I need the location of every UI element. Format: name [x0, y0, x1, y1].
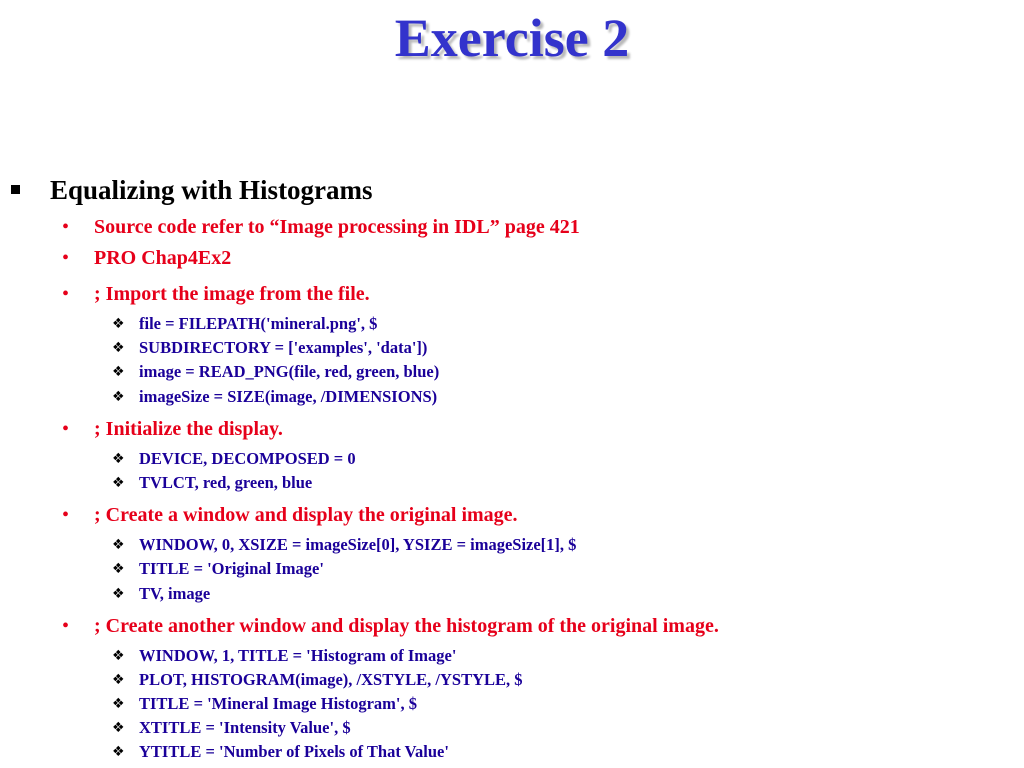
- dot-bullet-icon: •: [62, 614, 70, 637]
- code-line: [0, 336, 1024, 360]
- code-line-text: YTITLE = 'Number of Pixels of That Value': [139, 742, 449, 762]
- diamond-bullet-icon: ❖: [112, 696, 125, 713]
- diamond-bullet-icon: ❖: [112, 364, 125, 381]
- code-line: [0, 582, 1024, 606]
- code-line-text: TVLCT, red, green, blue: [139, 472, 313, 492]
- code-line-text: TITLE = 'Mineral Image Histogram', $: [139, 694, 417, 714]
- sub-bullet: [0, 609, 1024, 644]
- sub-bullet: [0, 277, 1024, 312]
- dot-bullet-icon: •: [62, 247, 70, 269]
- code-line-text: TV, image: [139, 583, 211, 603]
- sub-bullet-text: ; Initialize the display.: [94, 417, 283, 440]
- diamond-bullet-icon: ❖: [112, 585, 125, 602]
- main-bullet: [0, 168, 1024, 212]
- code-line: [0, 447, 1024, 471]
- code-line-text: DEVICE, DECOMPOSED = 0: [139, 448, 356, 468]
- code-line: [0, 644, 1024, 668]
- sub-bullet-text: ; Import the image from the file.: [94, 283, 370, 305]
- code-line-text: imageSize = SIZE(image, /DIMENSIONS): [139, 386, 438, 406]
- diamond-bullet-icon: ❖: [112, 720, 125, 737]
- dot-bullet-icon: •: [62, 504, 70, 527]
- diamond-bullet-icon: ❖: [112, 671, 125, 688]
- diamond-bullet-icon: ❖: [112, 316, 125, 332]
- square-bullet-icon: [11, 185, 20, 194]
- code-line: [0, 533, 1024, 557]
- slide-content: [0, 168, 1024, 765]
- code-line: [0, 740, 1024, 764]
- code-line-text: image = READ_PNG(file, red, green, blue): [139, 362, 440, 382]
- main-bullet-text: Equalizing with Histograms: [50, 175, 373, 205]
- sub-bullet-text: PRO Chap4Ex2: [94, 247, 232, 269]
- code-line-text: TITLE = 'Original Image': [139, 559, 324, 579]
- code-line-text: file = FILEPATH('mineral.png', $: [139, 314, 378, 333]
- dot-bullet-icon: •: [62, 417, 70, 440]
- code-line-text: SUBDIRECTORY = ['examples', 'data']): [139, 338, 428, 358]
- sub-bullet: [0, 412, 1024, 447]
- sub-bullet-list: [0, 212, 1024, 765]
- code-line-text: WINDOW, 0, XSIZE = imageSize[0], YSIZE = imageSize[1], $: [139, 535, 577, 555]
- code-line: [0, 471, 1024, 495]
- sub-bullet: [0, 212, 1024, 243]
- sub-bullet-text: ; Create a window and display the original image.: [94, 504, 518, 527]
- code-line-list: [0, 533, 1024, 606]
- slide-title: Exercise 2: [394, 8, 630, 68]
- code-line-text: XTITLE = 'Intensity Value', $: [139, 718, 351, 738]
- dot-bullet-icon: •: [62, 216, 70, 238]
- diamond-bullet-icon: ❖: [112, 561, 125, 578]
- code-line: [0, 385, 1024, 409]
- code-line: [0, 360, 1024, 384]
- diamond-bullet-icon: ❖: [112, 340, 125, 357]
- dot-bullet-icon: •: [62, 283, 70, 305]
- code-line-list: [0, 447, 1024, 495]
- sub-bullet-text: ; Create another window and display the histogram of the original image.: [94, 614, 719, 637]
- diamond-bullet-icon: ❖: [112, 744, 125, 761]
- code-line: [0, 557, 1024, 581]
- diamond-bullet-icon: ❖: [112, 537, 125, 554]
- diamond-bullet-icon: ❖: [112, 647, 125, 664]
- code-line: [0, 668, 1024, 692]
- sub-bullet: [0, 498, 1024, 533]
- diamond-bullet-icon: ❖: [112, 388, 125, 405]
- code-line-text: PLOT, HISTOGRAM(image), /XSTYLE, /YSTYLE, $: [139, 669, 523, 689]
- code-line: [0, 716, 1024, 740]
- code-line-list: [0, 644, 1024, 765]
- sub-bullet: [0, 243, 1024, 274]
- code-line: [0, 692, 1024, 716]
- code-line: [0, 312, 1024, 336]
- code-line-list: [0, 312, 1024, 409]
- code-line-text: WINDOW, 1, TITLE = 'Histogram of Image': [139, 645, 457, 665]
- diamond-bullet-icon: ❖: [112, 474, 125, 491]
- diamond-bullet-icon: ❖: [112, 450, 125, 467]
- sub-bullet-text: Source code refer to “Image processing in IDL” page 421: [94, 216, 580, 238]
